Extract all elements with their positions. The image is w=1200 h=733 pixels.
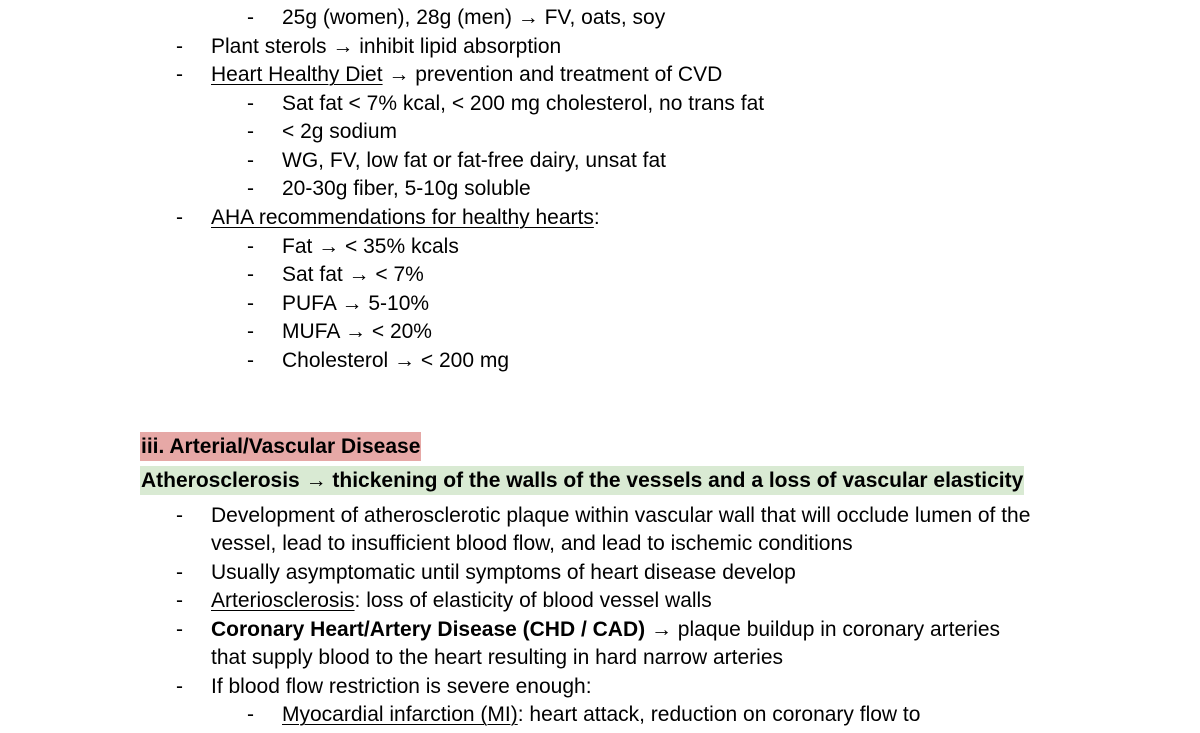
list-item: Usually asymptomatic until symptoms of heart disease develop [211,561,796,584]
list-item: Fat → < 35% kcals [282,235,459,258]
bullet-dash: - [176,504,183,527]
list-item: Sat fat → < 7% [282,263,424,286]
bullet-dash: - [176,561,183,584]
list-item-term: AHA recommendations for healthy hearts [211,206,594,229]
bullet-dash: - [176,206,183,229]
list-item-term: Myocardial infarction (MI) [282,703,518,726]
list-item: Cholesterol → < 200 mg [282,349,510,372]
bullet-dash: - [247,320,254,343]
list-item [282,702,920,728]
subheading: Atherosclerosis → thickening of the walls of the vessels and a loss of vascular elasticity [140,466,1024,495]
list-item: Plant sterols → inhibit lipid absorption [211,35,562,58]
list-item: 25g (women), 28g (men) → FV, oats, soy [282,6,666,29]
list-item-text: → prevention and treatment of CVD [382,63,723,86]
list-item: Development of atherosclerotic plaque within vascular wall that will occlude lumen of the [211,504,1031,527]
bullet-dash: - [176,589,183,612]
bullet-dash: - [176,618,183,641]
bullet-dash: - [176,63,183,86]
list-item: If blood flow restriction is severe enough: [211,675,592,698]
bullet-dash: - [247,703,254,726]
list-item: 20-30g fiber, 5-10g soluble [282,177,531,200]
list-item: MUFA → < 20% [282,320,432,343]
bullet-dash: - [247,292,254,315]
list-item-text: : [593,206,600,229]
list-item-term: Heart Healthy Diet [211,63,383,86]
bullet-dash: - [247,349,254,372]
list-item: Sat fat < 7% kcal, < 200 mg cholesterol, no trans fat [282,92,765,115]
list-item-text: → plaque buildup in coronary arteries [645,618,1000,641]
list-item-text: : heart attack, reduction on coronary flow to [517,703,921,726]
bullet-dash: - [247,92,254,115]
bullet-dash: - [176,675,183,698]
list-item-continuation: that supply blood to the heart resulting in hard narrow arteries [211,646,783,669]
list-item [211,588,712,614]
list-item [211,617,1000,643]
list-item: PUFA → 5-10% [282,292,430,315]
list-item-term: Arteriosclerosis [211,589,355,612]
list-item [211,205,600,231]
list-item: WG, FV, low fat or fat-free dairy, unsat fat [282,149,666,172]
list-item [211,62,722,88]
bullet-dash: - [247,263,254,286]
list-item-text: : loss of elasticity of blood vessel walls [354,589,712,612]
bullet-dash: - [247,235,254,258]
bullet-dash: - [247,149,254,172]
list-item-continuation: vessel, lead to insufficient blood flow, and lead to ischemic conditions [211,532,853,555]
list-item-term: Coronary Heart/Artery Disease (CHD / CAD) [211,618,646,641]
section-heading: iii. Arterial/Vascular Disease [140,432,421,461]
list-item: < 2g sodium [282,120,397,143]
bullet-dash: - [176,35,183,58]
bullet-dash: - [247,120,254,143]
bullet-dash: - [247,177,254,200]
bullet-dash: - [247,6,254,29]
